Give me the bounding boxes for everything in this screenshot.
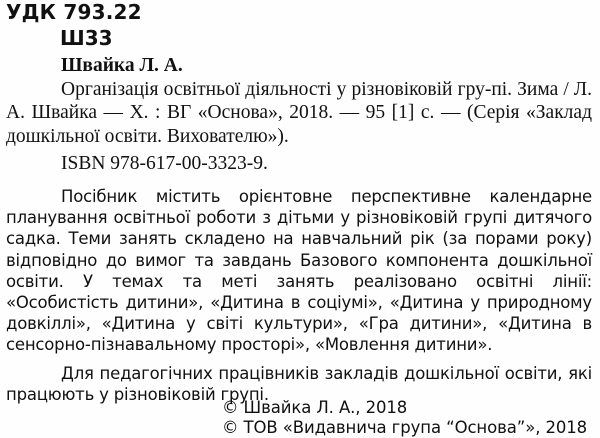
copyright-block <box>222 398 587 438</box>
annotation <box>6 186 592 405</box>
isbn-number: ISBN 978-617-00-3323-9. <box>61 153 268 174</box>
annotation-paragraph-2: Для педагогічних працівників закладів дошкільної освіти, які працюють у різновіковій групі. <box>6 363 592 404</box>
bibliographic-record <box>6 54 592 176</box>
copyright-author: © Швайка Л. А., 2018 <box>222 398 408 417</box>
bibliographic-description: Організація освітньої діяльності у різновіковій гру-пі. Зима / Л. А. Швайка — Х. : ВГ «Основа», 2018. — 95 [1] с. — (Серія «Заклад дошкільної освіти. Вихователю»). <box>6 78 592 147</box>
author-sign-code: Ш33 <box>60 26 113 50</box>
annotation-paragraph-1: Посібник містить орієнтовне перспективне календарне планування освітньої роботи з дітьми у різновіковій групі дитячого садка. Теми занять складено на навчальний рік (за порами року) відповідно до вимог та завдань Базового компонента дошкільної освіти. У темах та меті занять реалізовано освітні лінії: «Особистість дитини», «Дитина в соціумі», «Дитина у природному довкіллі», «Дитина у світі культури», «Гра дитини», «Дитина в сенсорно-пізнавальному просторі», «Мовлення дитини». <box>6 187 592 355</box>
copyright-publisher: © ТОВ «Видавнича група “Основа”», 2018 <box>222 418 588 437</box>
author-name: Швайка Л. А. <box>61 55 183 76</box>
udk-code: УДК 793.22 <box>6 0 142 24</box>
